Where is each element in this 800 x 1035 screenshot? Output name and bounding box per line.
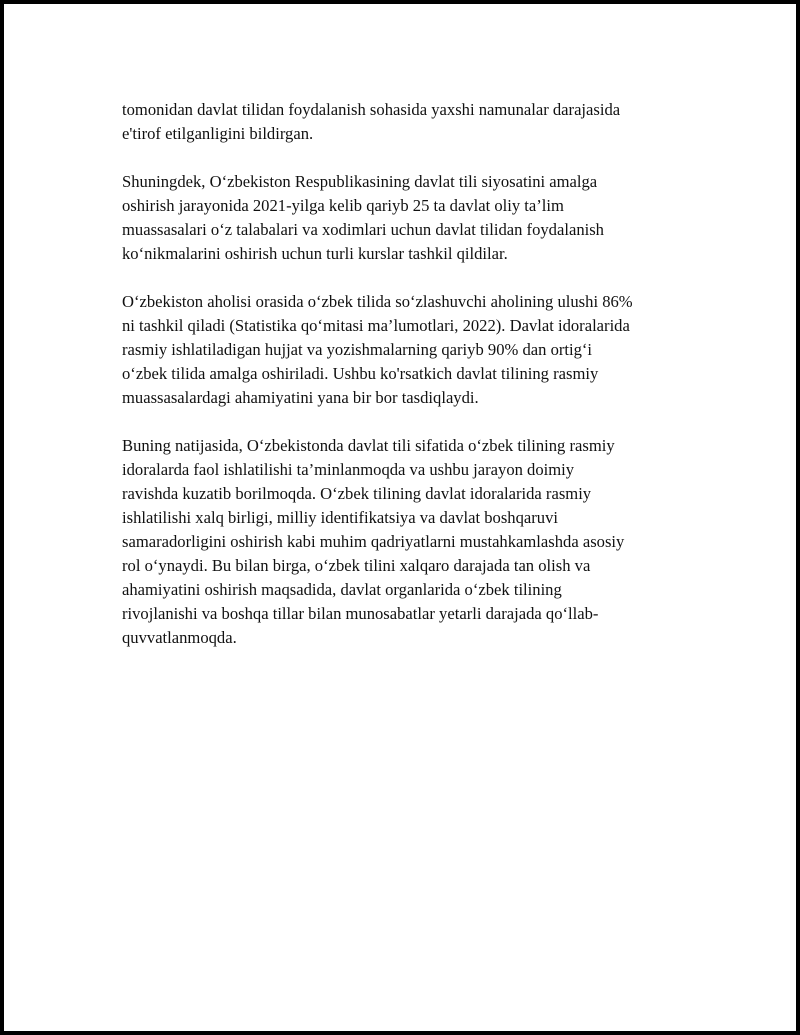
text-line: ko‘nikmalarini oshirish uchun turli kurslar tashkil qildilar. xyxy=(122,244,508,263)
text-line: oshirish jarayonida 2021-yilga kelib qariyb 25 ta davlat oliy ta’lim xyxy=(122,196,564,215)
text-line: samaradorligini oshirish kabi muhim qadriyatlarni mustahkamlashda asosiy xyxy=(122,532,625,551)
text-line: Buning natijasida, O‘zbekistonda davlat tili sifatida o‘zbek tilining rasmiy xyxy=(122,436,615,455)
text-line: o‘zbek tilida amalga oshiriladi. Ushbu ko'rsatkich davlat tilining rasmiy xyxy=(122,364,599,383)
paragraph-3 xyxy=(122,290,682,410)
text-line: ravishda kuzatib borilmoqda. O‘zbek tilining davlat idoralarida rasmiy xyxy=(122,484,592,503)
paragraph-4 xyxy=(122,434,682,650)
text-line: e'tirof etilganligini bildirgan. xyxy=(122,124,314,143)
text-line: tomonidan davlat tilidan foydalanish sohasida yaxshi namunalar darajasida xyxy=(122,100,621,119)
text-line: Shuningdek, O‘zbekiston Respublikasining davlat tili siyosatini amalga xyxy=(122,172,598,191)
text-line: muassasalardagi ahamiyatini yana bir bor tasdiqlaydi. xyxy=(122,388,479,407)
paragraph-2 xyxy=(122,170,682,266)
paragraph-1 xyxy=(122,98,682,146)
text-line: ahamiyatini oshirish maqsadida, davlat organlarida o‘zbek tilining xyxy=(122,580,562,599)
text-line: ishlatilishi xalq birligi, milliy identifikatsiya va davlat boshqaruvi xyxy=(122,508,558,527)
text-line: O‘zbekiston aholisi orasida o‘zbek tilida so‘zlashuvchi aholining ulushi 86% xyxy=(122,292,633,311)
text-line: quvvatlanmoqda. xyxy=(122,628,237,647)
document-body xyxy=(122,98,682,674)
text-line: rol o‘ynaydi. Bu bilan birga, o‘zbek tilini xalqaro darajada tan olish va xyxy=(122,556,591,575)
text-line: idoralarda faol ishlatilishi ta’minlanmoqda va ushbu jarayon doimiy xyxy=(122,460,575,479)
text-line: rasmiy ishlatiladigan hujjat va yozishmalarning qariyb 90% dan ortig‘i xyxy=(122,340,593,359)
text-line: ni tashkil qiladi (Statistika qo‘mitasi ma’lumotlari, 2022). Davlat idoralarida xyxy=(122,316,630,335)
text-line: muassasalari o‘z talabalari va xodimlari uchun davlat tilidan foydalanish xyxy=(122,220,604,239)
text-line: rivojlanishi va boshqa tillar bilan munosabatlar yetarli darajada qo‘llab- xyxy=(122,604,599,623)
